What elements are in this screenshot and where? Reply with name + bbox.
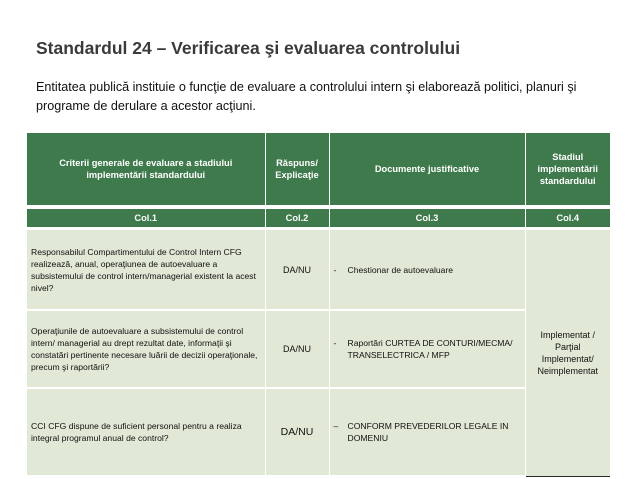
- answer-cell: DA/NU: [265, 388, 329, 476]
- stage-text: Implementat / Parţial Implementat/ Neimplementat: [537, 329, 599, 376]
- document-item: CONFORM PREVEDERILOR LEGALE IN DOMENIU: [347, 421, 509, 443]
- col-label-1: Col.1: [27, 209, 265, 227]
- documents-cell: [329, 230, 525, 310]
- document-item: Chestionar de autoevaluare: [347, 264, 454, 275]
- page-title: Standardul 24 – Verificarea şi evaluarea controlului: [36, 38, 461, 58]
- table-row: [27, 230, 610, 310]
- bullet-dash: –: [333, 421, 339, 431]
- documents-cell: [329, 388, 525, 476]
- col-label-4: Col.4: [525, 209, 610, 227]
- table-row: [27, 388, 610, 476]
- bullet-dash: -: [333, 338, 337, 348]
- col-label-3: Col.3: [329, 209, 525, 227]
- table-header-row: [27, 133, 610, 205]
- col-label-2: Col.2: [265, 209, 329, 227]
- stage-cell: [525, 230, 610, 476]
- intro-paragraph: Entitatea publică instituie o funcţie de evaluare a controlului intern şi elaborează politici, planuri şi programe de derulare a acestor acţiuni.: [36, 80, 577, 113]
- bullet-dash: -: [333, 264, 337, 275]
- header-criteria: Criterii generale de evaluare a stadiului implementării standardului: [27, 133, 265, 205]
- answer-cell: DA/NU: [265, 230, 329, 310]
- table-row: [27, 310, 610, 388]
- documents-cell: [329, 310, 525, 388]
- answer-cell: DA/NU: [265, 310, 329, 388]
- header-documents: Documente justificative: [329, 133, 525, 205]
- column-labels-row: [27, 209, 610, 227]
- criteria-cell: Operaţiunile de autoevaluare a subsistemului de control intern/ managerial au drept rezultat date, informaţii şi constatări pertinente necesare luării de decizii operaţionale, precum şi raportării?: [27, 310, 265, 388]
- document-item: Raportări CURTEA DE CONTURI/MECMA/ TRANSELECTRICA / MFP: [347, 338, 513, 360]
- standard-evaluation-table: [27, 133, 610, 477]
- header-stage: Stadiul implementării standardului: [525, 133, 610, 205]
- criteria-cell: Responsabilul Compartimentului de Control Intern CFG realizează, anual, operaţiunea de autoevaluare a subsistemului de control intern/managerial existent la acest nivel?: [27, 230, 265, 310]
- criteria-cell: CCI CFG dispune de suficient personal pentru a realiza integral programul anual de control?: [27, 388, 265, 476]
- header-answer: Răspuns/ Explicaţie: [265, 133, 329, 205]
